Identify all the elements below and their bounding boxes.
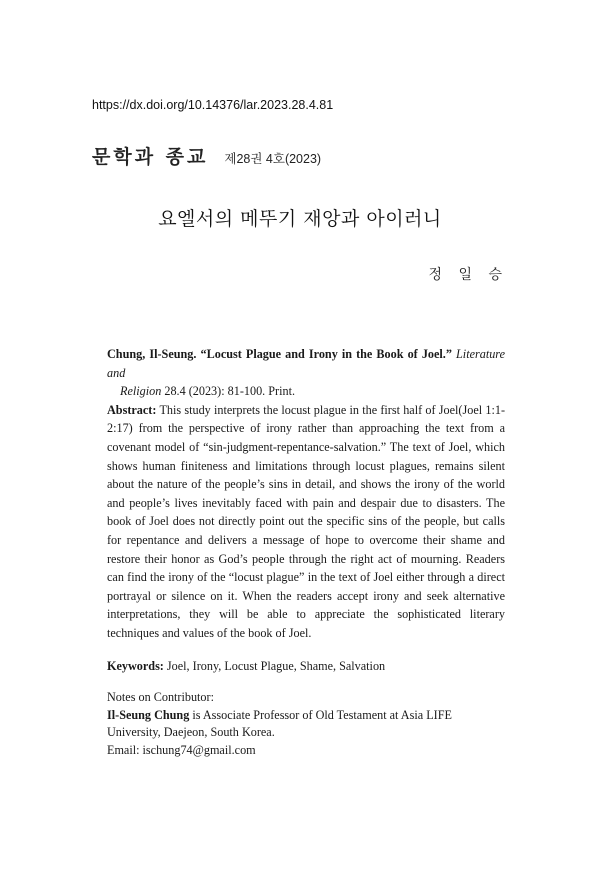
keywords-text: Joel, Irony, Locust Plague, Shame, Salvation [166,658,386,673]
journal-header [92,142,321,169]
citation-journal-cont: Religion [120,384,162,399]
journal-name: 문학과 종교 [92,146,209,168]
contributor-description: is Associate Professor of Old Testament at Asia LIFE University, Daejeon, South Korea. [107,707,452,740]
contributor-name: Il-Seung Chung [107,707,190,722]
notes-heading: Notes on Contributor: [107,690,214,705]
article-author: 정 일 승 [428,267,508,283]
citation-authors-title: Chung, Il-Seung. “Locust Plague and Irony in the Book of Joel.” [107,347,452,361]
citation-journal: Literature and [107,347,506,380]
article-title: 요엘서의 메뚜기 재앙과 아이러니 [158,208,442,230]
contributor-notes [107,689,505,759]
article-front-matter [107,345,505,759]
citation-details: 28.4 (2023): 81-100. Print. [164,384,296,399]
journal-volume: 제28권 4호(2023) [224,152,322,166]
keywords [107,657,505,676]
contributor-email[interactable]: Email: ischung74@gmail.com [107,742,256,757]
abstract-label: Abstract: [107,402,157,417]
keywords-label: Keywords: [107,658,164,673]
abstract [107,401,505,643]
doi-link[interactable]: https://dx.doi.org/10.14376/lar.2023.28.4.81 [92,98,334,112]
abstract-text: This study interprets the locust plague in the first half of Joel(Joel 1:1-2:17) from the perspective of irony rather than approaching the text from a covenant model of “sin-judgment-repentance-salvation.” The text of Joel, which shows human finiteness and limitations through locust plagues, remains silent about the nature of the people’s sins in detail, and shows the irony of the world and people’s lives inevitably faced with pain and despair due to disasters. The book of Joel does not directly point out the specific sins of the people, but calls for repentance and delivers a message of hope to overcome their shame and restore their honor as God’s people through the right act of mourning. Readers can find the irony of the “locust plague” in the text of Joel either through a direct portrayal or silence on it. When the readers accept irony and seek alternative interpretations, they will be able to appreciate the sophisticated literary techniques and values of the book of Joel. [107,402,505,640]
citation [107,345,505,401]
